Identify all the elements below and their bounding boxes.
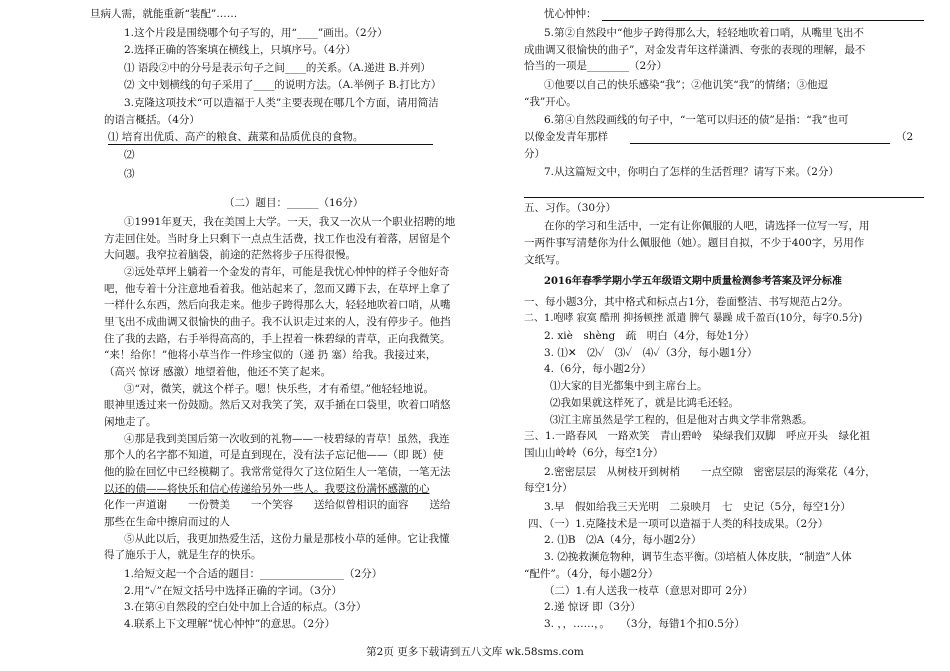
- passage-line: 方走回住处。当时身上只剩下一点点生活费，找工作也没有着落，居留是个: [104, 232, 451, 245]
- prompt-line: 在你的学习和生活中，一定有让你佩服的人吧，请选择一位写一写，用: [544, 220, 870, 233]
- answer-key-line: 2.密密层层 从树枝开到树梢 一点空隙 密密层层的海棠花（4分，: [544, 465, 876, 478]
- question-line: 3.克隆这项技术“可以造福于人类”主要表现在哪几个方面，请用简洁: [124, 97, 439, 110]
- passage-line: 里飞出不成曲调又很愉快的曲子。我不认识走过来的人，没有停步子。他挡: [104, 316, 451, 328]
- passage-line: ④那是我到美国后第一次收到的礼物——一枝碧绿的青草！虽然，我连: [124, 432, 450, 445]
- answer-key-line: 国山山岭岭（6分，每空1分）: [524, 447, 664, 460]
- text-line: 旦病人需，就能重新“装配”……: [90, 8, 238, 21]
- question-line: 2.递 惊讶 即（3分）: [544, 601, 641, 614]
- underlined-sentence: 以还的债——将快乐和信心传递给另外一些人。我要这份满怀感激的心: [104, 482, 430, 495]
- prompt-line: 文纸写。: [524, 253, 566, 266]
- passage-line: （高兴 惊讶 感激）地望着他，他还不笑了起来。: [104, 366, 332, 379]
- question-line: 1.这个片段是围绕哪个句子写的，用“____”画出。（2分）: [124, 26, 388, 39]
- answer-key-line: ⑵我如果就这样死了，就是比鸿毛还轻。: [550, 396, 739, 409]
- question-line: 恰当的一项是________（2分）: [524, 60, 668, 73]
- answer-key-line: 2. xiè shèng 疏 明白（4分，每处1分）: [544, 329, 755, 342]
- option-line: ①他要以自己的快乐感染“我”；②他讥笑“我”的情绪；③他逗: [544, 79, 828, 92]
- passage-line: 大问题。我窄拉着脑袋，前途的茫然将步子压得很慢。: [104, 249, 356, 262]
- answer-blank[interactable]: [602, 9, 924, 21]
- question-line: 2.用“✓”在短文括号中选择正确的字词。（3分）: [124, 584, 342, 597]
- question-line: 成曲调又很愉快的曲子”，对金发青年这样潇洒、夸张的表现的理解，最不: [524, 43, 866, 56]
- answer-line: ⑵: [124, 149, 135, 162]
- passage-line: 那个人的名字都不知道，可是直到现在，没有法子忘记他——（即 既）使: [104, 449, 444, 462]
- question-line: ⑴ 语段②中的分号是表示句子之间____的关系。（A.递进 B.并列）: [124, 62, 431, 75]
- answer-key-line: 二、1.咆哮 寂寞 酷刑 抑扬顿挫 派遣 脾气 暴躁 成千盈百(10分，每字0.5分): [524, 313, 863, 325]
- passage-line: 闲地走了。: [104, 416, 157, 429]
- question-line: 3. ，，……，。 （3分，每错1个扣0.5分）: [544, 617, 745, 630]
- answer-line: ⑴ 培育出优质、高产的粮食、蔬菜和品质优良的食物。: [108, 130, 433, 145]
- answer-key-line: ⑶江主席虽然是学工程的，但是他对古典文学非常熟悉。: [550, 413, 813, 426]
- answer-key-line: 每空1分）: [524, 482, 573, 495]
- prompt-line: 一两件事写清楚你为什么佩服他（她）。题目自拟，不少于400字，另用作: [524, 237, 865, 250]
- answer-key-line: 一、每小题3分，其中格式和标点占1分，卷面整洁、书写规范占2分。: [524, 296, 849, 309]
- answer-label: 忧心忡忡：: [544, 8, 597, 21]
- passage-line: 他的脸在回忆中已经模糊了。我常常觉得欠了这位陌生人一笔债，一笔无法: [104, 466, 451, 479]
- question-line: 5.第②自然段中“他步子跨得那么大，轻轻地吹着口哨，从嘴里飞出不: [544, 27, 864, 40]
- question-line: （2: [896, 131, 914, 144]
- passage-line: 吧，他专着十分注意地看着我。他站起来了，忽而又蹲下去，在草坪上拿了: [104, 282, 451, 295]
- answer-key-line: 3.早 假如给我三天光明 二泉映月 七 史记（5分，每空1分）: [544, 500, 851, 513]
- passage-line: ①1991年夏天，我在美国上大学。一天，我又一次从一个职业招聘的地: [124, 215, 456, 228]
- answer-line: ⑶: [124, 167, 135, 180]
- passage-line: “来！给你！”他将小草当作一件珍宝似的（递 扔 塞）给我。我接过来，: [104, 349, 437, 362]
- passage-line: 一样什么东西，然后向我走来。他步子跨得那么大，轻轻地吹着口哨，从嘴: [104, 299, 451, 312]
- section-title: （二）题目：______（16分）: [224, 197, 364, 210]
- passage-line: 眼神里透过来一份鼓励。然后又对我笑了笑，双手插在口袋里，吹着口哨悠: [104, 399, 451, 412]
- answer-blank[interactable]: [630, 132, 890, 144]
- question-line: ⑵ 文中划横线的句子采用了____的说明方法。（A.举例子 B.打比方）: [124, 78, 442, 91]
- answer-blank[interactable]: [524, 186, 924, 198]
- question-line: 分）: [524, 147, 545, 160]
- passage-line: ⑤从此以后，我更加热爱生活，这份力量是那枝小草的延伸。它让我懂: [124, 532, 450, 545]
- answer-key-title: 2016年春季学期小学五年级语文期中质量检测参考答案及评分标准: [544, 276, 842, 288]
- question-line: 6.第④自然段画线的句子中，“一笔可以归还的债”是指：“我”也可: [544, 114, 849, 127]
- passage-line: ③“对，微笑，就这个样子。嗯！快乐些，才有希望。”他轻轻地说。: [124, 382, 434, 395]
- question-line: 4.联系上下文理解“忧心忡忡”的意思。（2分）: [124, 618, 336, 631]
- answer-key-line: ⑴大家的目光都集中到主席台上。: [550, 380, 708, 393]
- passage-line: 那些在生命中擦肩而过的人: [104, 516, 230, 529]
- answer-key-line: “配件”。（4分，每小题2分）: [524, 567, 659, 580]
- answer-key-line: （二）1.有人送我一枝草（意思对即可 2分）: [544, 584, 754, 597]
- section-heading: 五、习作。（30分）: [524, 201, 617, 214]
- question-line: 的语言概括。（4分）: [104, 114, 200, 127]
- question-line: 2.选择正确的答案填在横线上，只填序号。（4分）: [124, 43, 356, 56]
- question-line: 以像金发青年那样: [524, 131, 608, 144]
- passage-line: 住了我的去路，右手举得高高的，手上捏着一株碧绿的青草，正向我微笑。: [104, 332, 451, 345]
- passage-line: 得了施乐于人，就是生存的快乐。: [104, 549, 262, 562]
- passage-line: ②远处草坪上躺着一个金发的青年，可能是我忧心忡忡的样子令他好奇: [124, 265, 450, 278]
- answer-key-line: 三、1.一路春风 一路欢笑 青山碧岭 染绿我们双脚 呼应开头 绿化祖: [524, 430, 871, 443]
- answer-key-line: 4.（6分，每小题2分）: [544, 363, 652, 376]
- page-footer: 第2页 更多下载请到五八文库 wk.58sms.com: [366, 646, 584, 658]
- answer-key-line: 四、（一）1.克隆技术是一项可以造福于人类的科技成果。（2分）: [528, 517, 829, 530]
- question-line: 3.在第④自然段的空白处中加上合适的标点。（3分）: [124, 601, 367, 614]
- option-line: “我”开心。: [524, 95, 577, 108]
- answer-key-line: 3. ⑴✕ ⑵✓ ⑶✓ ⑷✓（3分，每小题1分）: [544, 346, 758, 359]
- passage-line: 化作一声道谢 一份赞美 一个笑容 送给似曾相识的面容 送给: [104, 499, 451, 512]
- answer-key-line: 2. ⑴B ⑵A（4分，每小题2分）: [544, 534, 702, 547]
- question-line: 1.给短文起一个合适的题目：________________（2分）: [124, 568, 383, 580]
- question-line: 7.从这篇短文中，你明白了怎样的生活哲理？请写下来。（2分）: [544, 166, 839, 179]
- answer-key-line: 3. ⑵挽救濒危物种，调节生态平衡。⑶培植人体皮肤，“制造”人体: [544, 551, 852, 564]
